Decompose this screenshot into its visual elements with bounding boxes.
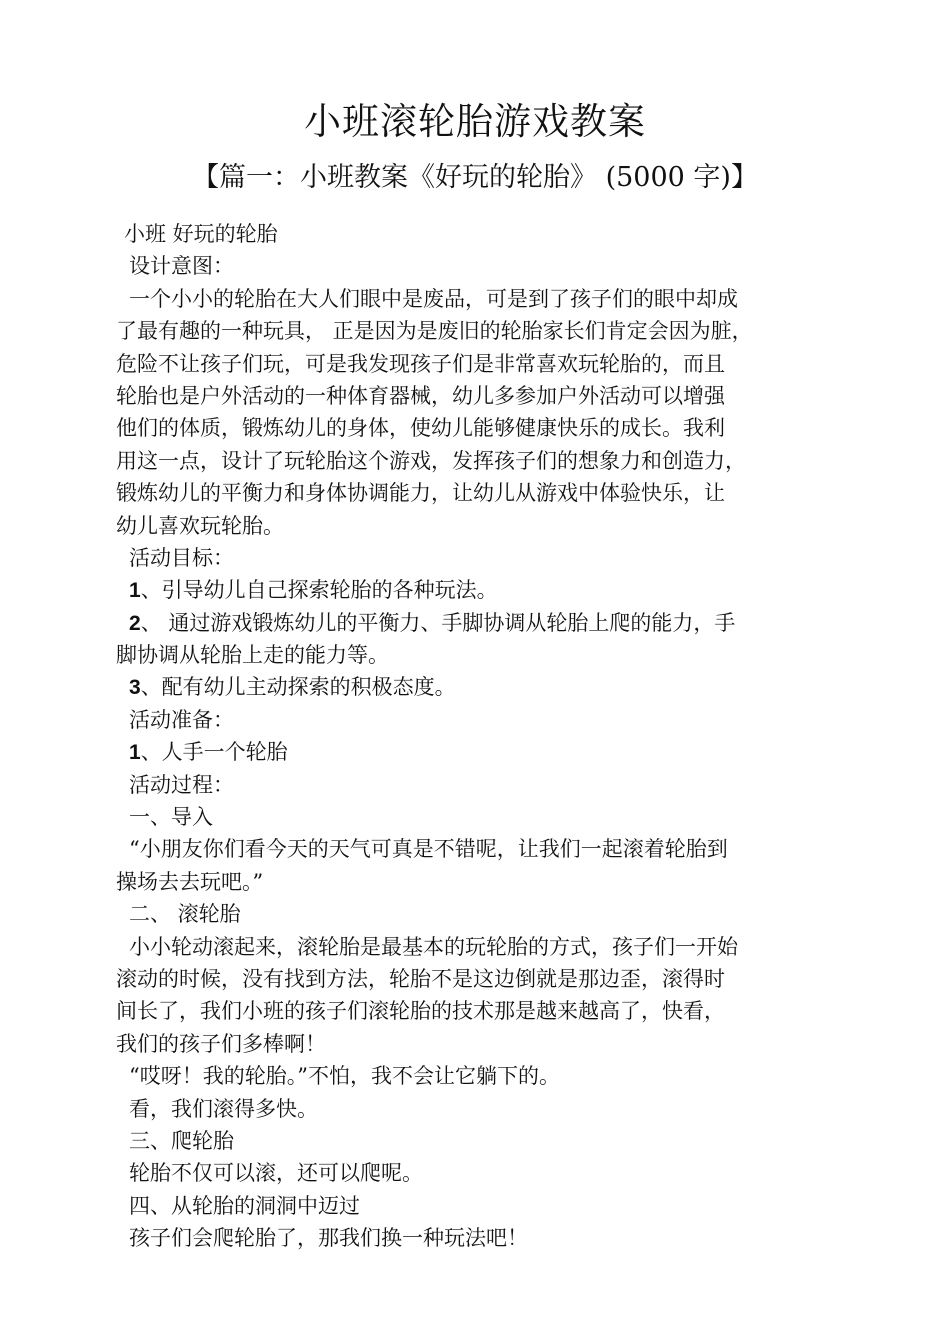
- text-line: 用这一点，设计了玩轮胎这个游戏，发挥孩子们的想象力和创造力，: [116, 448, 746, 473]
- list-number: 2: [129, 611, 141, 635]
- section-heading: 活动过程：: [129, 772, 234, 797]
- text-line: 一个小小的轮胎在大人们眼中是废品，可是到了孩子们的眼中却成: [129, 286, 738, 311]
- text-line: 我们的孩子们多棒啊！: [116, 1031, 326, 1056]
- text-line: 滚动的时候，没有找到方法，轮胎不是这边倒就是那边歪，滚得时: [116, 966, 725, 991]
- section-heading: 三、爬轮胎: [129, 1128, 234, 1153]
- text-line: 孩子们会爬轮胎了，那我们换一种玩法吧！: [129, 1226, 528, 1251]
- document-title: 小班滚轮胎游戏教案: [304, 100, 646, 143]
- text-line: 他们的体质，锻炼幼儿的身体，使幼儿能够健康快乐的成长。我利: [116, 416, 725, 441]
- list-number: 3: [129, 676, 141, 700]
- list-item: 1、人手一个轮胎: [129, 740, 288, 765]
- list-number: 1: [129, 741, 141, 765]
- text-line: 轮胎也是户外活动的一种体育器械，幼儿多参加户外活动可以增强: [116, 383, 725, 408]
- list-item: 1、引导幼儿自己探索轮胎的各种玩法。: [129, 578, 498, 603]
- list-item: 3、配有幼儿主动探索的积极态度。: [129, 675, 456, 700]
- section-heading: 活动目标：: [129, 545, 234, 570]
- text-line: 间长了，我们小班的孩子们滚轮胎的技术那是越来越高了，快看，: [116, 999, 725, 1024]
- text-line: 危险不让孩子们玩，可是我发现孩子们是非常喜欢玩轮胎的，而且: [116, 351, 725, 376]
- section-heading: 二、 滚轮胎: [129, 902, 241, 927]
- document-body: [116, 218, 856, 1255]
- text-line: 脚协调从轮胎上走的能力等。: [116, 643, 389, 668]
- section-heading: 四、从轮胎的洞洞中迈过: [129, 1193, 360, 1218]
- list-item: 2、 通过游戏锻炼幼儿的平衡力、手脚协调从轮胎上爬的能力，手: [129, 610, 736, 635]
- text-line: 小小轮动滚起来，滚轮胎是最基本的玩轮胎的方式，孩子们一开始: [129, 934, 738, 959]
- section-heading: 活动准备：: [129, 707, 234, 732]
- text-line: 操场去去玩吧。”: [116, 869, 264, 894]
- text-line: 幼儿喜欢玩轮胎。: [116, 513, 284, 538]
- text-line: 了最有趣的一种玩具， 正是因为是废旧的轮胎家长们肯定会因为脏，: [116, 319, 753, 344]
- text-line: 锻炼幼儿的平衡力和身体协调能力，让幼儿从游戏中体验快乐，让: [116, 481, 725, 506]
- section-heading: 设计意图：: [129, 254, 234, 279]
- text-line: “哎呀！我的轮胎。”不怕，我不会让它躺下的。: [129, 1064, 560, 1089]
- text-line: “小朋友你们看今天的天气可真是不错呢，让我们一起滚着轮胎到: [129, 837, 728, 862]
- section-heading: 一、导入: [129, 805, 213, 830]
- text-line: 轮胎不仅可以滚，还可以爬呢。: [129, 1161, 423, 1186]
- text-line: 看，我们滚得多快。: [129, 1096, 318, 1121]
- document-subtitle: 【篇一：小班教案《好玩的轮胎》 (5000 字)】: [192, 162, 758, 193]
- text-line: 小班 好玩的轮胎: [124, 222, 278, 246]
- list-number: 1: [129, 579, 141, 603]
